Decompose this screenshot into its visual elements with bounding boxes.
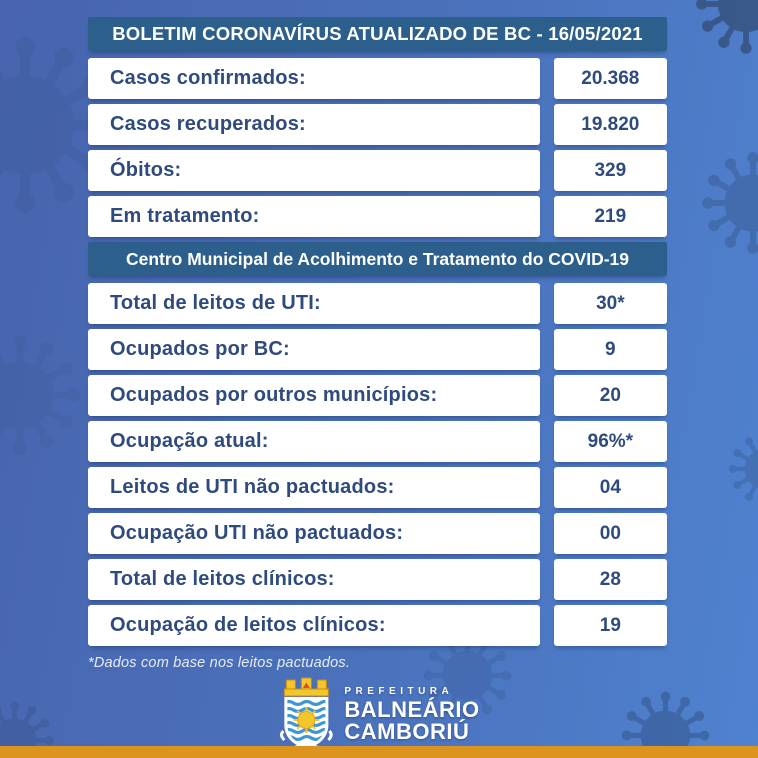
stat-row [88,58,667,99]
stat-value: 20.368 [554,58,667,99]
city-logo [278,676,479,752]
stat-label: Total de leitos de UTI: [88,283,540,324]
logo-camboriu: CAMBORIÚ [344,718,470,744]
stat-row [88,150,667,191]
stat-label: Leitos de UTI não pactuados: [88,467,540,508]
stat-row [88,329,667,370]
stat-value: 30* [554,283,667,324]
city-crest-icon [278,676,334,752]
stat-label: Ocupação atual: [88,421,540,462]
stat-value: 04 [554,467,667,508]
virus-icon [0,330,85,460]
stat-row [88,196,667,237]
stat-value: 219 [554,196,667,237]
stat-label: Casos confirmados: [88,58,540,99]
virus-icon [692,0,758,58]
stat-row [88,559,667,600]
stat-row [88,605,667,646]
city-logo-text [344,686,479,743]
stat-value: 9 [554,329,667,370]
stat-value: 28 [554,559,667,600]
stat-row [88,375,667,416]
stat-label: Ocupados por BC: [88,329,540,370]
stat-value: 00 [554,513,667,554]
stat-value: 329 [554,150,667,191]
footnote: *Dados com base nos leitos pactuados. [88,655,351,671]
bulletin-title: BOLETIM CORONAVÍRUS ATUALIZADO DE BC - 16/05/2021 [88,17,667,51]
stat-row [88,283,667,324]
stat-label: Ocupados por outros municípios: [88,375,540,416]
stat-label: Casos recuperados: [88,104,540,145]
stat-label: Em tratamento: [88,196,540,237]
stat-value: 20 [554,375,667,416]
stat-label: Óbitos: [88,150,540,191]
virus-icon [726,430,758,508]
stat-label: Ocupação UTI não pactuados: [88,513,540,554]
stat-row [88,467,667,508]
logo-prefeitura: PREFEITURA [344,685,454,697]
bulletin-content [88,17,667,671]
section-title: Centro Municipal de Acolhimento e Tratamento do COVID-19 [88,242,667,276]
virus-icon [698,148,758,258]
stat-row [88,421,667,462]
stat-value: 19.820 [554,104,667,145]
stat-label: Total de leitos clínicos: [88,559,540,600]
stat-row [88,104,667,145]
logo-balneario: BALNEÁRIO [344,696,480,722]
stat-value: 19 [554,605,667,646]
bottom-accent-bar [0,746,758,758]
stat-row [88,513,667,554]
stat-value: 96%* [554,421,667,462]
stat-label: Ocupação de leitos clínicos: [88,605,540,646]
